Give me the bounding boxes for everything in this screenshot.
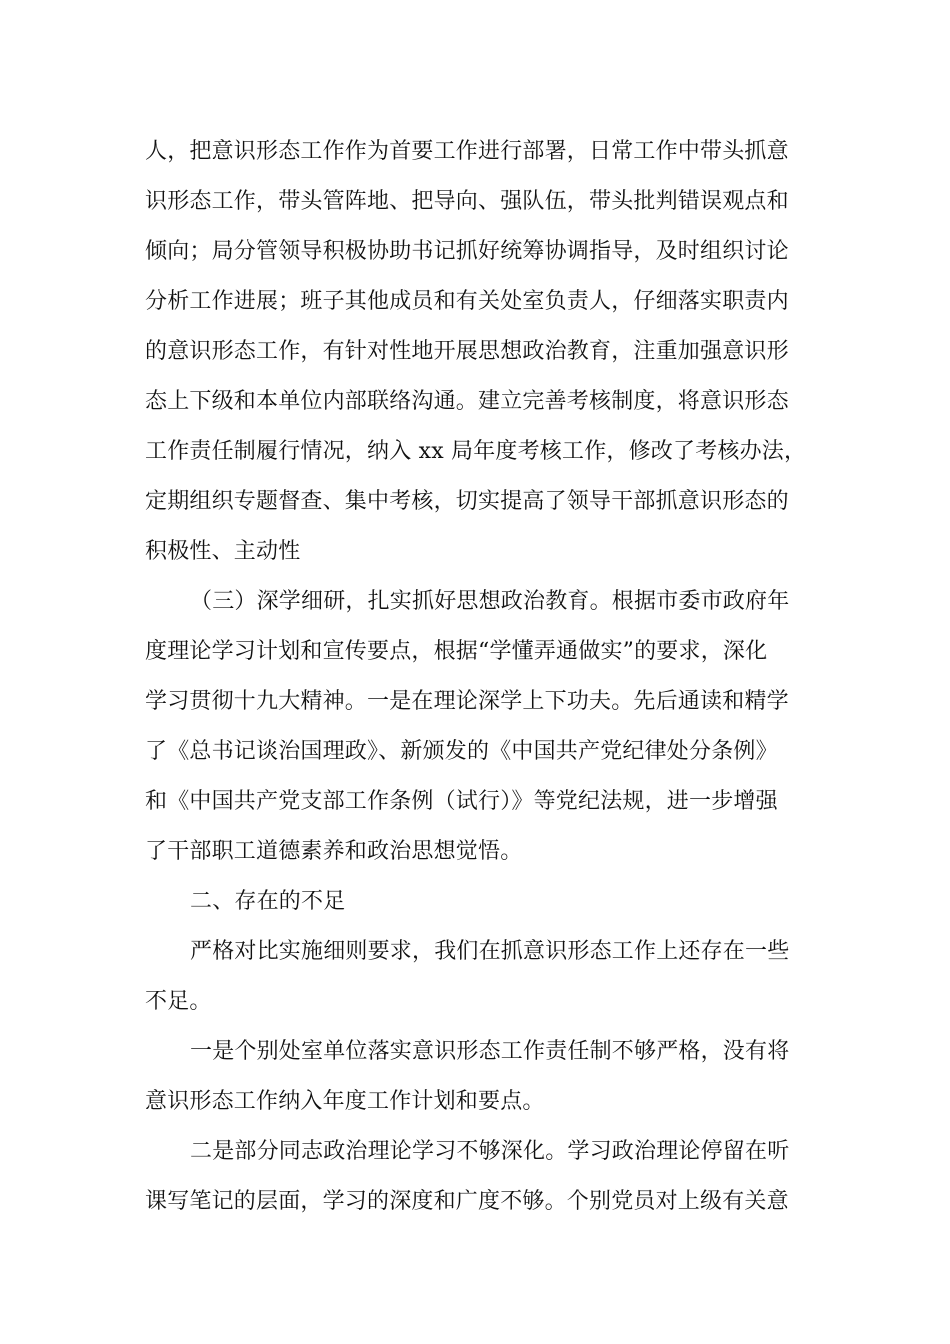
text-line: 学习贯彻十九大精神。一是在理论深学上下功夫。先后通读和精学: [145, 689, 789, 714]
text-line: 工作责任制履行情况，纳入 xx 局年度考核工作，修改了考核办法，: [145, 439, 807, 464]
text-line: 态上下级和本单位内部联络沟通。建立完善考核制度，将意识形态: [145, 389, 789, 414]
text-line: 和《中国共产党支部工作条例（试行）》等党纪法规，进一步增强: [145, 789, 778, 814]
text-line: 倾向；局分管领导积极协助书记抓好统筹协调指导，及时组织讨论: [145, 239, 789, 264]
text-line: 严格对比实施细则要求，我们在抓意识形态工作上还存在一些: [190, 939, 790, 964]
text-line: 分析工作进展；班子其他成员和有关处室负责人，仔细落实职责内: [145, 289, 789, 314]
text-line: 的意识形态工作，有针对性地开展思想政治教育，注重加强意识形: [145, 339, 789, 364]
text-line: 积极性、主动性: [145, 539, 301, 564]
text-line: 课写笔记的层面，学习的深度和广度不够。个别党员对上级有关意: [145, 1189, 789, 1214]
text-line: 意识形态工作纳入年度工作计划和要点。: [145, 1089, 545, 1114]
text-line: 了《总书记谈治国理政》、新颁发的《中国共产党纪律处分条例》: [145, 739, 778, 764]
text-line: 度理论学习计划和宣传要点，根据“学懂弄通做实”的要求，深化: [145, 639, 768, 664]
text-line: 二是部分同志政治理论学习不够深化。学习政治理论停留在听: [190, 1139, 790, 1164]
text-line: 不足。: [145, 989, 212, 1014]
section-heading: （三）深学细研，扎实抓好思想政治教育。根据市委市政府年: [190, 589, 790, 614]
text-line: 识形态工作，带头管阵地、把导向、强队伍，带头批判错误观点和: [145, 189, 789, 214]
text-line: 了干部职工道德素养和政治思想觉悟。: [145, 839, 523, 864]
text-line: 定期组织专题督查、集中考核，切实提高了领导干部抓意识形态的: [145, 489, 789, 514]
text-line: 人，把意识形态工作作为首要工作进行部署，日常工作中带头抓意: [145, 139, 789, 164]
section-heading: 二、存在的不足: [190, 889, 346, 914]
text-line: 一是个别处室单位落实意识形态工作责任制不够严格，没有将: [190, 1039, 790, 1064]
